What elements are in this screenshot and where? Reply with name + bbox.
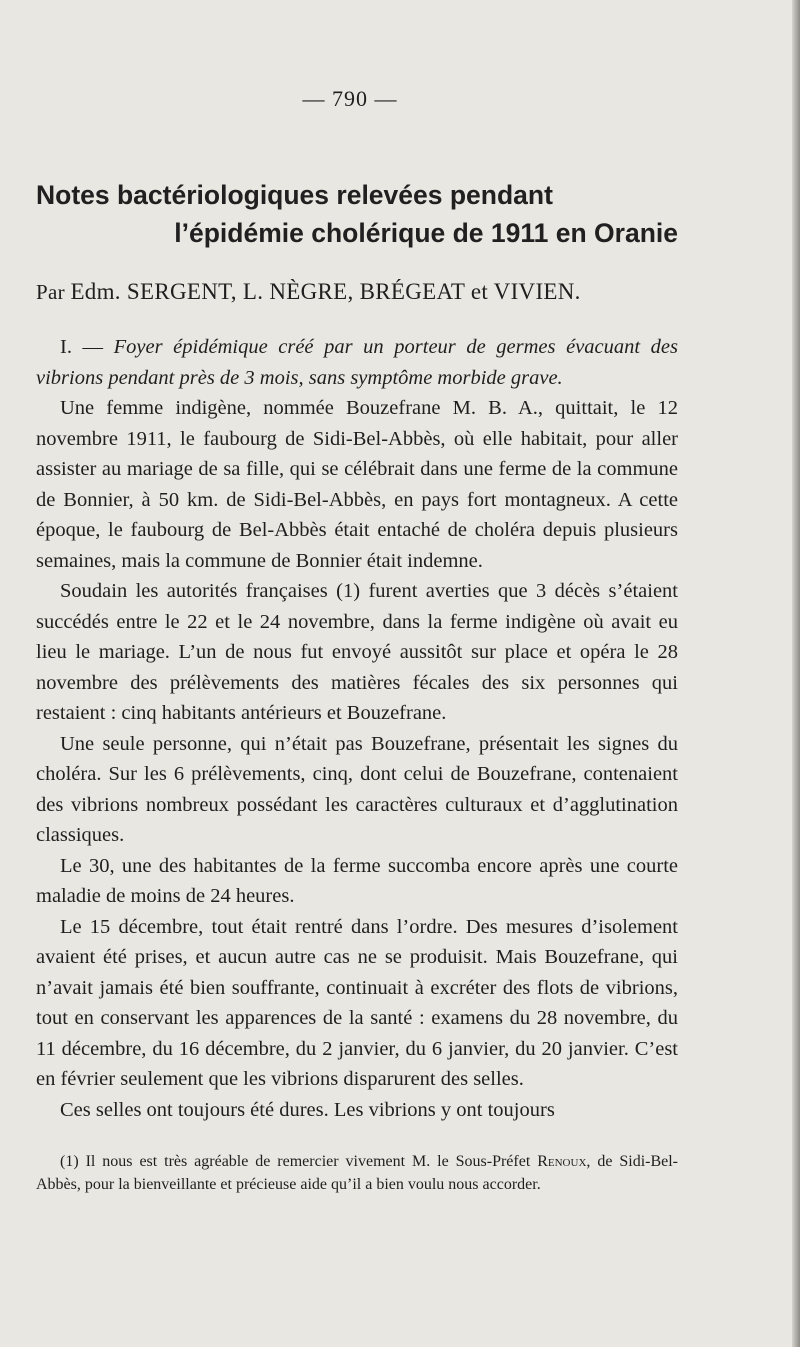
title-line-2: l’épidémie cholérique de 1911 en Oranie (174, 218, 678, 248)
section-heading (36, 332, 678, 393)
paragraph-4: Le 30, une des habitantes de la ferme succomba encore après une courte maladie de moins de 24 heures. (36, 854, 678, 907)
page-edge (792, 0, 800, 1347)
article-body (36, 332, 678, 1125)
footnote-text-after: , de Sidi-Bel-Abbès, pour la bienveillante et précieuse aide qu’il a bien voulu nous accorder. (36, 1153, 679, 1193)
authors-prefix: Par (36, 280, 71, 304)
authors-line (36, 279, 676, 305)
authors-names: Edm. SERGENT, L. NÈGRE, BRÉGEAT et VIVIEN. (70, 279, 581, 304)
page-number: — 790 — (302, 86, 398, 111)
paragraph-2: Soudain les autorités françaises (1) furent averties que 3 décès s’étaient succédés entre le 22 et le 24 novembre, dans la ferme indigène où avait eu lieu le mariage. L’un de nous fut envoyé aussitôt sur place et opéra le 28 novembre des prélèvements des matières fécales des six personnes qui restaient : cinq habitants antérieurs et Bouzefrane. (36, 580, 678, 724)
footnote (36, 1150, 678, 1196)
paragraph-1: Une femme indigène, nommée Bouzefrane M. B. A., quittait, le 12 novembre 1911, le faubourg de Sidi-Bel-Abbès, où elle habitait, pour aller assister au mariage de sa fille, qui se célébrait dans une ferme de la commune de Bonnier, à 50 km. de Sidi-Bel-Abbès, en pays fort montagneux. A cette époque, le faubourg de Bel-Abbès était entaché de choléra depuis plusieurs semaines, mais la commune de Bonnier était indemne. (36, 397, 678, 572)
paragraph-3: Une seule personne, qui n’était pas Bouzefrane, présentait les signes du choléra. Sur les 6 prélèvements, cinq, dont celui de Bouzefrane, contenaient des vibrions nombreux possédant les caractères culturaux et d’agglutination classiques. (36, 732, 678, 846)
section-heading-text: Foyer épidémique créé par un porteur de germes évacuant des vibrions pendant près de 3 mois, sans symptôme morbide grave. (36, 336, 679, 389)
section-number: I. — (60, 336, 114, 358)
paragraph-5: Le 15 décembre, tout était rentré dans l’ordre. Des mesures d’isolement avaient été prises, et aucun autre cas ne se produisit. Mais Bouzefrane, qui n’avait jamais été bien souffrante, continuait à excréter des flots de vibrions, tout en conservant les apparences de la santé : examens du 28 novembre, du 11 décembre, du 16 décembre, du 2 janvier, du 6 janvier, du 20 janvier. C’est en février seulement que les vibrions disparurent des selles. (36, 915, 678, 1090)
footnote-name: Renoux (537, 1153, 587, 1170)
footnote-text-before: (1) Il nous est très agréable de remercier vivement M. le Sous-Préfet (60, 1153, 538, 1170)
article-title (36, 176, 686, 252)
title-line-1: Notes bactériologiques relevées pendant (36, 180, 553, 210)
footnote-text (36, 1150, 678, 1196)
paragraph-6: Ces selles ont toujours été dures. Les vibrions y ont toujours (60, 1098, 555, 1121)
